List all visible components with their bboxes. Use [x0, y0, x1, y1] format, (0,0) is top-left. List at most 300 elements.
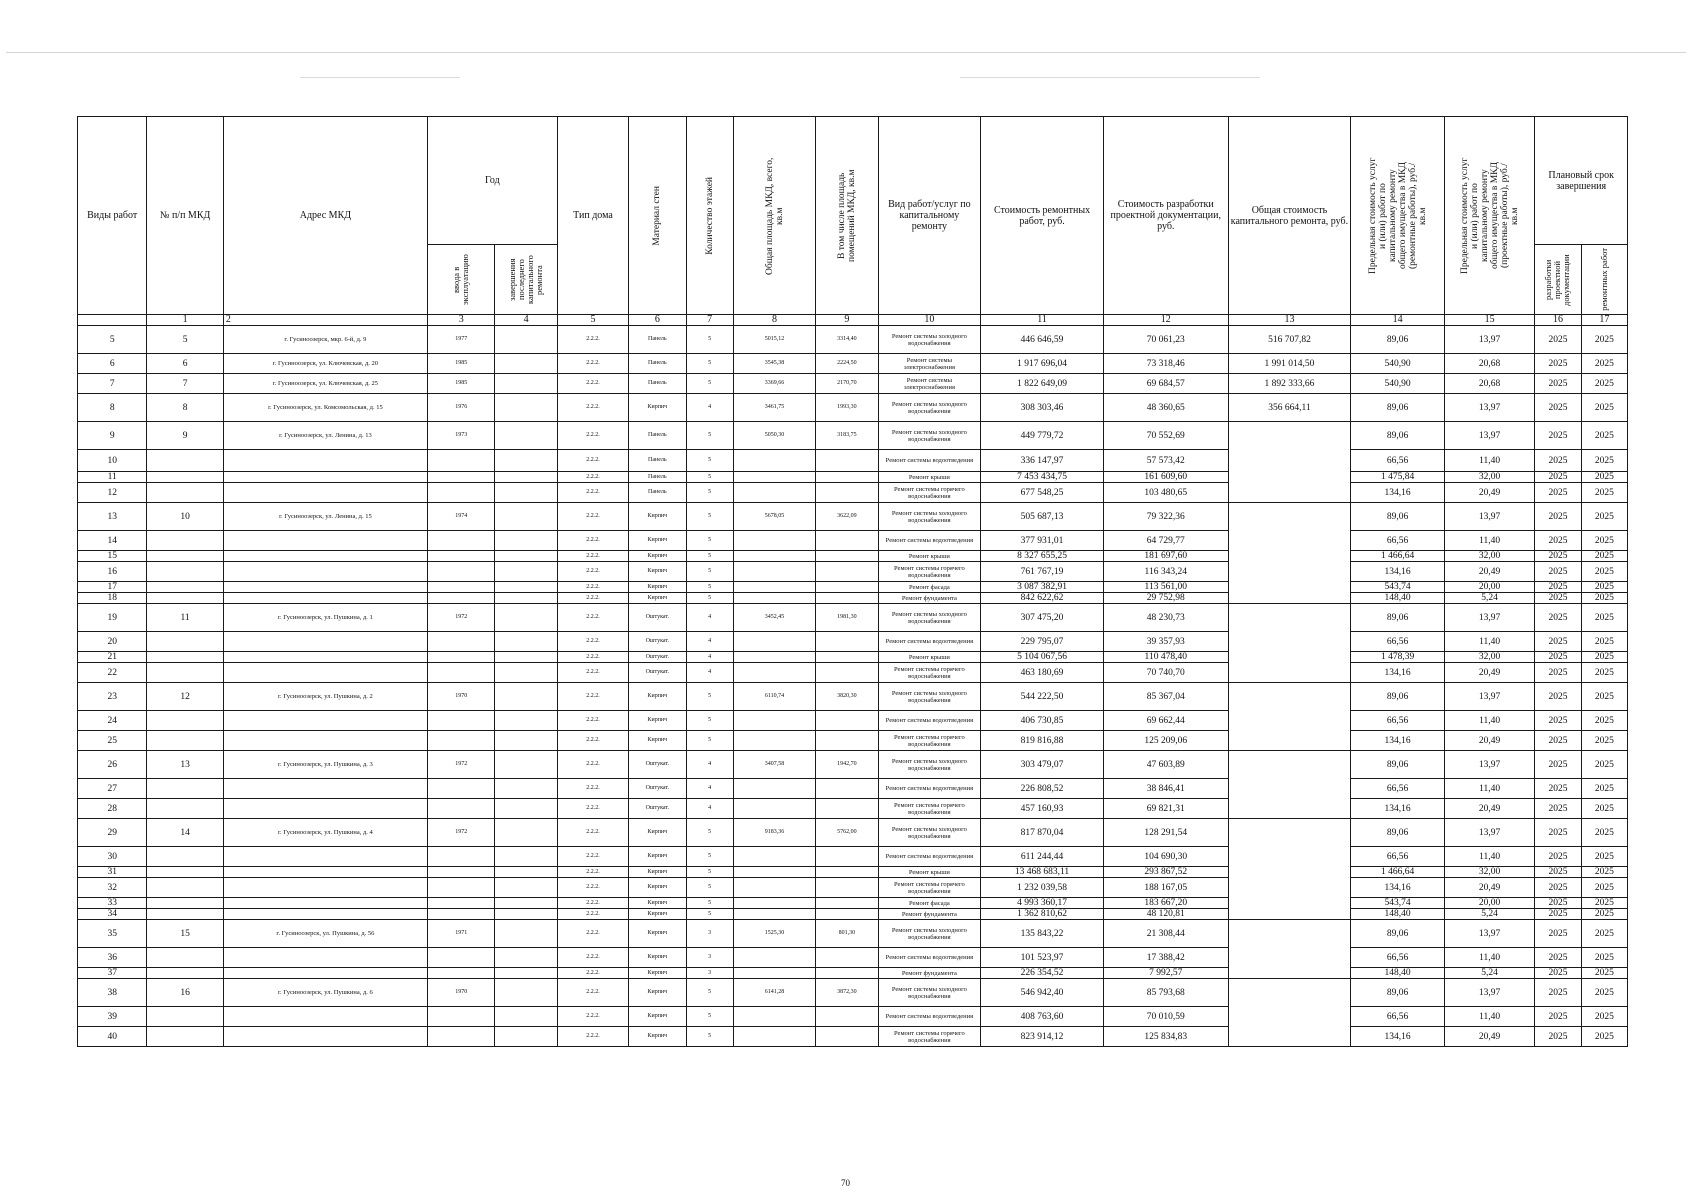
- cell-term-repair: 2025: [1581, 582, 1627, 593]
- cell-vid: 37: [78, 968, 147, 979]
- cell-term-repair: 2025: [1581, 394, 1627, 422]
- cell-year-repair: [495, 562, 557, 582]
- cell-cost-work: 229 795,07: [981, 632, 1104, 652]
- cell-cost-project: 188 167,05: [1103, 878, 1228, 898]
- cell-wall-material: Кирпич: [629, 1007, 686, 1027]
- cell-work-type: Ремонт системы горячего водоснабжения: [878, 562, 981, 582]
- cell-area-premises: 2224,50: [816, 354, 878, 374]
- cell-cost-project: 48 120,81: [1103, 909, 1228, 920]
- col-header-vid-rabot: Виды работ: [78, 117, 147, 315]
- table-row: [78, 652, 1628, 663]
- cell-work-type: Ремонт системы водоотведения: [878, 711, 981, 731]
- cell-cost-project: 181 697,60: [1103, 551, 1228, 562]
- cell-limit-project: 32,00: [1444, 867, 1535, 878]
- cell-cost-project: 17 388,42: [1103, 948, 1228, 968]
- cell-limit-repair: 66,56: [1351, 711, 1445, 731]
- cell-cost-project: 104 690,30: [1103, 847, 1228, 867]
- cell-cost-work: 1 362 810,62: [981, 909, 1104, 920]
- cell-work-type: Ремонт крыши: [878, 472, 981, 483]
- cell-year-built: [428, 531, 495, 551]
- cell-address: г. Гусиноозерск, ул. Ленина, д. 15: [223, 503, 427, 531]
- cell-cost-work: 463 180,69: [981, 663, 1104, 683]
- cell-area-total: [733, 1027, 815, 1047]
- cell-floors: 5: [686, 1007, 733, 1027]
- cell-cost-project: 125 834,83: [1103, 1027, 1228, 1047]
- cell-term-project: 2025: [1535, 867, 1581, 878]
- cell-cost-project: 7 992,57: [1103, 968, 1228, 979]
- cell-limit-repair: 66,56: [1351, 847, 1445, 867]
- cell-cost-project: 79 322,36: [1103, 503, 1228, 531]
- cell-limit-repair: 1 475,84: [1351, 472, 1445, 483]
- cell-term-repair: 2025: [1581, 551, 1627, 562]
- cell-vid: 25: [78, 731, 147, 751]
- col-header-pred-proekt-cell: [1444, 117, 1535, 315]
- cell-cost-project: 48 230,73: [1103, 604, 1228, 632]
- cell-area-premises: 801,30: [816, 920, 878, 948]
- cell-term-project: 2025: [1535, 663, 1581, 683]
- cell-term-repair: 2025: [1581, 968, 1627, 979]
- cell-year-repair: [495, 326, 557, 354]
- cell-wall-material: Кирпич: [629, 582, 686, 593]
- cell-year-built: 1985: [428, 374, 495, 394]
- cell-year-repair: [495, 593, 557, 604]
- cell-cost-work: 8 327 655,25: [981, 551, 1104, 562]
- table-row: [78, 604, 1628, 632]
- cell-year-built: [428, 898, 495, 909]
- cell-work-type: Ремонт крыши: [878, 652, 981, 663]
- cell-floors: 4: [686, 799, 733, 819]
- cell-area-premises: [816, 968, 878, 979]
- cell-area-premises: [816, 472, 878, 483]
- cell-area-total: [733, 632, 815, 652]
- cell-house-type: 2.2.2.: [557, 909, 628, 920]
- cell-term-repair: 2025: [1581, 503, 1627, 531]
- cell-cost-work: 303 479,07: [981, 751, 1104, 779]
- cell-work-type: Ремонт крыши: [878, 551, 981, 562]
- cell-work-type: Ремонт системы горячего водоснабжения: [878, 878, 981, 898]
- cell-area-premises: [816, 531, 878, 551]
- cell-address: г. Гусиноозерск, ул. Пушкина, д. 1: [223, 604, 427, 632]
- cell-house-type: 2.2.2.: [557, 751, 628, 779]
- cell-cost-project: 85 793,68: [1103, 979, 1228, 1007]
- cell-vid: 40: [78, 1027, 147, 1047]
- cell-house-type: 2.2.2.: [557, 968, 628, 979]
- cell-vid: 30: [78, 847, 147, 867]
- cell-vid: 35: [78, 920, 147, 948]
- cell-floors: 5: [686, 450, 733, 472]
- cell-cost-project: 70 010,59: [1103, 1007, 1228, 1027]
- cell-wall-material: Кирпич: [629, 867, 686, 878]
- cell-vid: 11: [78, 472, 147, 483]
- cell-work-type: Ремонт системы горячего водоснабжения: [878, 663, 981, 683]
- column-number: 11: [981, 315, 1104, 326]
- cell-house-type: 2.2.2.: [557, 819, 628, 847]
- cell-year-built: [428, 878, 495, 898]
- cell-area-premises: [816, 551, 878, 562]
- cell-term-repair: 2025: [1581, 779, 1627, 799]
- cell-work-type: Ремонт системы холодного водоснабжения: [878, 920, 981, 948]
- cell-cost-work: 817 870,04: [981, 819, 1104, 847]
- cell-address: г. Гусиноозерск, ул. Пушкина, д. 4: [223, 819, 427, 847]
- cell-limit-project: 20,49: [1444, 483, 1535, 503]
- cell-work-type: Ремонт системы водоотведения: [878, 632, 981, 652]
- cell-mkd: [147, 551, 223, 562]
- cell-year-repair: [495, 898, 557, 909]
- cell-house-type: 2.2.2.: [557, 1027, 628, 1047]
- cell-year-repair: [495, 483, 557, 503]
- cell-cost-project: 125 209,06: [1103, 731, 1228, 751]
- cell-vid: 10: [78, 450, 147, 472]
- cell-term-project: 2025: [1535, 683, 1581, 711]
- cell-work-type: Ремонт системы холодного водоснабжения: [878, 503, 981, 531]
- cell-limit-project: 20,49: [1444, 878, 1535, 898]
- cell-area-premises: [816, 450, 878, 472]
- cell-work-type: Ремонт системы холодного водоснабжения: [878, 979, 981, 1007]
- cell-term-project: 2025: [1535, 1027, 1581, 1047]
- col-header-god-remonta-cell: [495, 245, 557, 315]
- cell-address: г. Гусиноозерск, ул. Комсомольская, д. 15: [223, 394, 427, 422]
- cell-term-repair: 2025: [1581, 531, 1627, 551]
- cell-area-premises: 2170,70: [816, 374, 878, 394]
- table-row: [78, 551, 1628, 562]
- cell-limit-project: 5,24: [1444, 968, 1535, 979]
- cell-area-total: 6141,28: [733, 979, 815, 1007]
- cell-area-total: 1525,30: [733, 920, 815, 948]
- cell-limit-repair: 134,16: [1351, 483, 1445, 503]
- cell-total-cost: [1228, 751, 1351, 819]
- cell-limit-repair: 148,40: [1351, 593, 1445, 604]
- cell-address: [223, 593, 427, 604]
- col-header-pred-remont-cell: [1351, 117, 1445, 315]
- cell-limit-repair: 89,06: [1351, 683, 1445, 711]
- cell-floors: 5: [686, 326, 733, 354]
- cell-term-project: 2025: [1535, 422, 1581, 450]
- cell-cost-work: 135 843,22: [981, 920, 1104, 948]
- cell-mkd: [147, 450, 223, 472]
- cell-term-project: 2025: [1535, 582, 1581, 593]
- cell-floors: 5: [686, 1027, 733, 1047]
- cell-year-built: [428, 867, 495, 878]
- cell-house-type: 2.2.2.: [557, 551, 628, 562]
- cell-work-type: Ремонт системы горячего водоснабжения: [878, 731, 981, 751]
- cell-mkd: 8: [147, 394, 223, 422]
- cell-year-built: [428, 632, 495, 652]
- col-header-obshaya-stoimost: Общая стоимость капитального ремонта, руб.: [1228, 117, 1351, 315]
- cell-work-type: Ремонт системы холодного водоснабжения: [878, 751, 981, 779]
- cell-year-repair: [495, 394, 557, 422]
- cell-cost-project: 103 480,65: [1103, 483, 1228, 503]
- cell-year-built: 1971: [428, 920, 495, 948]
- cell-vid: 23: [78, 683, 147, 711]
- cell-floors: 5: [686, 483, 733, 503]
- cell-term-repair: 2025: [1581, 1007, 1627, 1027]
- col-header-ploshad-pom: В том числе площадь помещений МКД, кв.м: [836, 169, 857, 262]
- cell-address: [223, 582, 427, 593]
- cell-total-cost: 516 707,82: [1228, 326, 1351, 354]
- cell-vid: 17: [78, 582, 147, 593]
- cell-term-project: 2025: [1535, 354, 1581, 374]
- cell-term-repair: 2025: [1581, 374, 1627, 394]
- cell-mkd: [147, 593, 223, 604]
- table-row: [78, 819, 1628, 847]
- cell-cost-work: 611 244,44: [981, 847, 1104, 867]
- cell-limit-repair: 540,90: [1351, 354, 1445, 374]
- cell-vid: 36: [78, 948, 147, 968]
- cell-cost-project: 64 729,77: [1103, 531, 1228, 551]
- cell-total-cost: [1228, 819, 1351, 920]
- cell-address: [223, 1007, 427, 1027]
- cell-limit-project: 13,97: [1444, 604, 1535, 632]
- cell-limit-project: 11,40: [1444, 948, 1535, 968]
- cell-wall-material: Кирпич: [629, 562, 686, 582]
- cell-year-built: [428, 551, 495, 562]
- cell-year-repair: [495, 374, 557, 394]
- table-row: [78, 731, 1628, 751]
- cell-limit-repair: 543,74: [1351, 898, 1445, 909]
- column-number: 5: [557, 315, 628, 326]
- cell-work-type: Ремонт системы горячего водоснабжения: [878, 1027, 981, 1047]
- cell-limit-repair: 89,06: [1351, 503, 1445, 531]
- cell-area-total: [733, 779, 815, 799]
- cell-area-premises: [816, 948, 878, 968]
- cell-wall-material: Кирпич: [629, 898, 686, 909]
- cell-term-project: 2025: [1535, 731, 1581, 751]
- cell-area-premises: [816, 663, 878, 683]
- cell-house-type: 2.2.2.: [557, 652, 628, 663]
- cell-area-premises: [816, 779, 878, 799]
- cell-year-repair: [495, 779, 557, 799]
- cell-cost-work: 226 354,52: [981, 968, 1104, 979]
- cell-year-built: [428, 472, 495, 483]
- cell-term-project: 2025: [1535, 979, 1581, 1007]
- cell-area-premises: [816, 898, 878, 909]
- cell-limit-repair: 543,74: [1351, 582, 1445, 593]
- page-number: 70: [841, 1178, 850, 1188]
- cell-wall-material: Кирпич: [629, 394, 686, 422]
- cell-cost-project: 85 367,04: [1103, 683, 1228, 711]
- cell-limit-project: 11,40: [1444, 847, 1535, 867]
- cell-wall-material: Кирпич: [629, 711, 686, 731]
- cell-cost-work: 446 646,59: [981, 326, 1104, 354]
- cell-address: г. Гусиноозерск, ул. Ключевская, д. 25: [223, 374, 427, 394]
- cell-year-built: 1970: [428, 683, 495, 711]
- cell-area-total: 3461,75: [733, 394, 815, 422]
- cell-term-project: 2025: [1535, 779, 1581, 799]
- cell-cost-work: 1 917 696,04: [981, 354, 1104, 374]
- cell-floors: 4: [686, 751, 733, 779]
- cell-limit-project: 5,24: [1444, 909, 1535, 920]
- cell-term-project: 2025: [1535, 450, 1581, 472]
- cell-term-repair: 2025: [1581, 799, 1627, 819]
- cell-floors: 5: [686, 819, 733, 847]
- cell-address: [223, 472, 427, 483]
- cell-year-repair: [495, 663, 557, 683]
- cell-limit-repair: 134,16: [1351, 799, 1445, 819]
- cell-mkd: [147, 711, 223, 731]
- cell-address: [223, 799, 427, 819]
- cell-cost-project: 38 846,41: [1103, 779, 1228, 799]
- cell-house-type: 2.2.2.: [557, 878, 628, 898]
- cell-wall-material: Оштукат.: [629, 779, 686, 799]
- cell-limit-repair: 134,16: [1351, 1027, 1445, 1047]
- col-header-srok-remont: ремонтных работ: [1598, 248, 1609, 311]
- cell-area-premises: [816, 582, 878, 593]
- cell-area-premises: [816, 652, 878, 663]
- cell-wall-material: Панель: [629, 483, 686, 503]
- cell-work-type: Ремонт фундамента: [878, 968, 981, 979]
- cell-vid: 28: [78, 799, 147, 819]
- cell-vid: 20: [78, 632, 147, 652]
- cell-cost-work: 336 147,97: [981, 450, 1104, 472]
- cell-house-type: 2.2.2.: [557, 374, 628, 394]
- col-header-god-remonta: завершения последнего капитального ремонта: [507, 255, 545, 304]
- table-row: [78, 483, 1628, 503]
- cell-wall-material: Кирпич: [629, 531, 686, 551]
- cell-mkd: [147, 472, 223, 483]
- cell-year-built: 1972: [428, 604, 495, 632]
- cell-year-built: [428, 483, 495, 503]
- cell-term-project: 2025: [1535, 819, 1581, 847]
- cell-address: [223, 948, 427, 968]
- cell-area-total: [733, 652, 815, 663]
- cell-limit-project: 11,40: [1444, 711, 1535, 731]
- col-header-srok-proekt-cell: [1535, 245, 1581, 315]
- cell-vid: 14: [78, 531, 147, 551]
- cell-term-repair: 2025: [1581, 751, 1627, 779]
- cell-house-type: 2.2.2.: [557, 731, 628, 751]
- cell-year-repair: [495, 867, 557, 878]
- cell-house-type: 2.2.2.: [557, 1007, 628, 1027]
- cell-wall-material: Панель: [629, 450, 686, 472]
- cell-work-type: Ремонт системы электроснабжения: [878, 354, 981, 374]
- cell-term-repair: 2025: [1581, 731, 1627, 751]
- cell-total-cost: [1228, 979, 1351, 1047]
- cell-limit-project: 20,49: [1444, 799, 1535, 819]
- table-row: [78, 683, 1628, 711]
- cell-cost-project: 69 684,57: [1103, 374, 1228, 394]
- cell-area-premises: [816, 847, 878, 867]
- cell-year-built: 1977: [428, 326, 495, 354]
- cell-wall-material: Оштукат.: [629, 799, 686, 819]
- cell-term-repair: 2025: [1581, 979, 1627, 1007]
- cell-mkd: 10: [147, 503, 223, 531]
- cell-floors: 5: [686, 531, 733, 551]
- cell-house-type: 2.2.2.: [557, 483, 628, 503]
- cell-area-total: 9183,36: [733, 819, 815, 847]
- cell-cost-work: 377 931,01: [981, 531, 1104, 551]
- cell-work-type: Ремонт фундамента: [878, 593, 981, 604]
- cell-vid: 22: [78, 663, 147, 683]
- cell-work-type: Ремонт системы водоотведения: [878, 531, 981, 551]
- cell-floors: 5: [686, 979, 733, 1007]
- cell-term-project: 2025: [1535, 374, 1581, 394]
- cell-term-project: 2025: [1535, 652, 1581, 663]
- cell-term-repair: 2025: [1581, 663, 1627, 683]
- cell-term-project: 2025: [1535, 562, 1581, 582]
- cell-floors: 4: [686, 394, 733, 422]
- cell-mkd: [147, 531, 223, 551]
- cell-house-type: 2.2.2.: [557, 472, 628, 483]
- cell-year-repair: [495, 1027, 557, 1047]
- cell-limit-repair: 134,16: [1351, 562, 1445, 582]
- cell-term-repair: 2025: [1581, 867, 1627, 878]
- cell-wall-material: Кирпич: [629, 503, 686, 531]
- cell-limit-project: 5,24: [1444, 593, 1535, 604]
- cell-year-repair: [495, 819, 557, 847]
- cell-term-project: 2025: [1535, 551, 1581, 562]
- cell-house-type: 2.2.2.: [557, 979, 628, 1007]
- cell-term-repair: 2025: [1581, 450, 1627, 472]
- cell-year-built: [428, 779, 495, 799]
- table-row: [78, 632, 1628, 652]
- cell-year-built: [428, 847, 495, 867]
- cell-vid: 26: [78, 751, 147, 779]
- cell-cost-work: 546 942,40: [981, 979, 1104, 1007]
- cell-mkd: [147, 909, 223, 920]
- cell-floors: 4: [686, 604, 733, 632]
- cell-limit-project: 13,97: [1444, 979, 1535, 1007]
- cell-mkd: [147, 1027, 223, 1047]
- cell-area-premises: 3314,40: [816, 326, 878, 354]
- cell-term-repair: 2025: [1581, 354, 1627, 374]
- col-header-stoimost-proekt: Стоимость разработки проектной документации, руб.: [1103, 117, 1228, 315]
- cell-year-repair: [495, 711, 557, 731]
- cell-limit-project: 13,97: [1444, 751, 1535, 779]
- cell-year-repair: [495, 847, 557, 867]
- column-number: 13: [1228, 315, 1351, 326]
- cell-house-type: 2.2.2.: [557, 920, 628, 948]
- cell-address: [223, 898, 427, 909]
- col-header-adres: Адрес МКД: [223, 117, 427, 315]
- cell-limit-project: 13,97: [1444, 503, 1535, 531]
- cell-cost-project: 70 061,23: [1103, 326, 1228, 354]
- scan-artifact-line: [960, 77, 1260, 78]
- cell-wall-material: Кирпич: [629, 819, 686, 847]
- cell-term-repair: 2025: [1581, 562, 1627, 582]
- cell-year-repair: [495, 652, 557, 663]
- cell-area-premises: [816, 562, 878, 582]
- cell-area-total: [733, 731, 815, 751]
- cell-wall-material: Кирпич: [629, 979, 686, 1007]
- cell-cost-project: 70 552,69: [1103, 422, 1228, 450]
- cell-mkd: 11: [147, 604, 223, 632]
- cell-work-type: Ремонт системы горячего водоснабжения: [878, 799, 981, 819]
- cell-floors: 5: [686, 374, 733, 394]
- cell-address: [223, 483, 427, 503]
- cell-limit-repair: 148,40: [1351, 909, 1445, 920]
- cell-work-type: Ремонт системы водоотведения: [878, 847, 981, 867]
- cell-cost-project: 73 318,46: [1103, 354, 1228, 374]
- cell-cost-work: 13 468 683,11: [981, 867, 1104, 878]
- cell-cost-work: 101 523,97: [981, 948, 1104, 968]
- cell-house-type: 2.2.2.: [557, 898, 628, 909]
- cell-limit-project: 13,97: [1444, 422, 1535, 450]
- cell-work-type: Ремонт фасада: [878, 582, 981, 593]
- cell-cost-project: 57 573,42: [1103, 450, 1228, 472]
- cell-term-repair: 2025: [1581, 683, 1627, 711]
- cell-vid: 29: [78, 819, 147, 847]
- cell-cost-project: 69 821,31: [1103, 799, 1228, 819]
- cell-limit-project: 20,49: [1444, 731, 1535, 751]
- cell-area-total: [733, 878, 815, 898]
- cell-term-project: 2025: [1535, 1007, 1581, 1027]
- cell-limit-repair: 134,16: [1351, 878, 1445, 898]
- cell-area-premises: [816, 483, 878, 503]
- cell-area-premises: 3872,30: [816, 979, 878, 1007]
- cell-vid: 6: [78, 354, 147, 374]
- table-row: [78, 422, 1628, 450]
- cell-limit-repair: 134,16: [1351, 663, 1445, 683]
